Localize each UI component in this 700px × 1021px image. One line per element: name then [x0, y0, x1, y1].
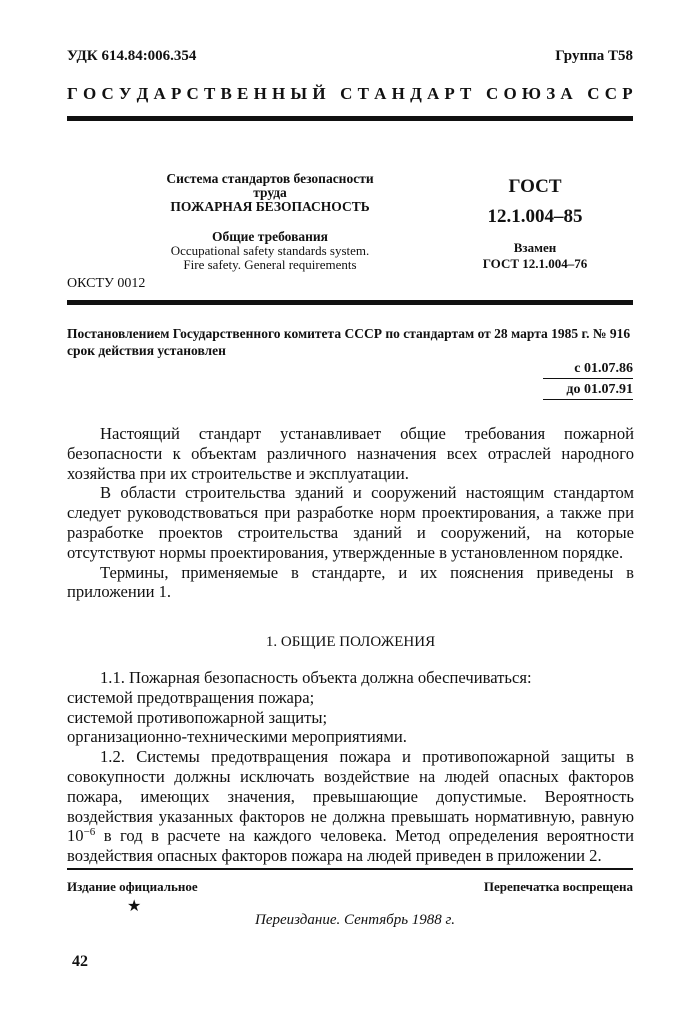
- title-letter: Н: [253, 84, 267, 103]
- section-1-body: [67, 668, 634, 866]
- star-icon: ★: [127, 898, 142, 915]
- title-letter: Н: [391, 84, 405, 103]
- section-1-heading: 1. ОБЩИЕ ПОЛОЖЕНИЯ: [265, 634, 436, 650]
- gost-number: 12.1.004–85: [487, 206, 583, 227]
- title-letter: Д: [410, 84, 422, 103]
- date-from: с 01.07.86: [543, 358, 633, 379]
- title-letter: С: [604, 84, 618, 103]
- udk-code: УДК 614.84:006.354: [67, 48, 197, 64]
- title-letter: Р: [170, 84, 182, 103]
- title-letter: В: [220, 84, 232, 103]
- replaces-number: ГОСТ 12.1.004–76: [482, 256, 588, 271]
- clause-1-1-item-3: организационно-техническими мероприятиями.: [67, 727, 407, 747]
- title-letter: У: [118, 84, 132, 103]
- title-letter: О: [503, 84, 517, 103]
- clause-1-1: 1.1. Пожарная безопасность объекта должна обеспечиваться:: [100, 668, 532, 687]
- english-line-2: Fire safety. General requirements: [183, 257, 357, 272]
- clause-1-2-exponent: −6: [83, 826, 96, 839]
- title-letter: Т: [460, 84, 472, 103]
- title-letter: О: [83, 84, 97, 103]
- page-number: 42: [72, 953, 88, 970]
- title-letter: [578, 84, 582, 104]
- title-letter: Г: [67, 84, 78, 103]
- reprint-prohibited-label: Перепечатка воспрещена: [483, 879, 633, 894]
- clause-1-2-part-1: 1.2. Системы предотвращения пожара и противопожарной защиты в совокупности должны исключать воздействие на людей опасных факторов пожара, имеющих значения, превышающие допустимые. Вероятность воздействия указанных факторов не должна превышать нормативную, равную 10: [67, 747, 634, 846]
- official-edition-label: Издание официальное: [67, 879, 198, 894]
- subject-title: ПОЖАРНАЯ БЕЗОПАСНОСТЬ: [170, 199, 370, 214]
- clause-1-1-item-1: системой предотвращения пожара;: [67, 687, 315, 707]
- title-letter: А: [426, 84, 440, 103]
- intro-paragraph-3: Термины, применяемые в стандарте, и их пояснения приведены в приложении 1.: [67, 562, 634, 602]
- clause-1-2-part-2: в год в расчете на каждого человека. Метод определения вероятности воздействия опасных факторов пожара на людей приведен в приложении 2.: [67, 826, 634, 866]
- state-standard-title: [67, 84, 633, 104]
- english-line-1: Occupational safety standards system.: [170, 243, 370, 258]
- title-letter: [331, 84, 335, 104]
- date-to: до 01.07.91: [543, 379, 633, 400]
- reissue-note: Переиздание. Сентябрь 1988 г.: [255, 912, 455, 928]
- title-letter: Т: [357, 84, 369, 103]
- title-letter: З: [546, 84, 556, 103]
- title-letter: А: [374, 84, 387, 103]
- okstu-code: ОКСТУ 0012: [67, 276, 146, 291]
- intro-paragraph-1: Настоящий стандарт устанавливает общие требования пожарной безопасности к объектам различного назначения всех отраслей народного хозяйства при их строительстве и эксплуатации.: [67, 424, 634, 483]
- intro-paragraph-2: В области строительства зданий и сооружений настоящим стандартом следует руководствоваться при разработке норм проектирования, а также при разработке проектов строительства зданий и сооружений, на которые отсутствуют нормы проектирования, утвержденные в установленном порядке.: [67, 483, 634, 562]
- subtitle: Общие требования: [212, 229, 328, 244]
- title-letter: Ю: [521, 84, 542, 103]
- title-letter: Ы: [290, 84, 308, 103]
- title-letter: С: [587, 84, 600, 103]
- title-letter: С: [101, 84, 114, 103]
- replaces-label: Взамен: [513, 240, 557, 255]
- middle-thick-rule: [67, 300, 633, 305]
- title-letter: Д: [136, 84, 149, 103]
- title-letter: Й: [312, 84, 326, 103]
- validity-dates: [543, 358, 633, 400]
- title-letter: А: [153, 84, 166, 103]
- title-letter: Р: [622, 84, 633, 103]
- clause-1-1-item-2: системой противопожарной защиты;: [67, 707, 328, 727]
- title-letter: С: [485, 84, 499, 103]
- top-thick-rule: [67, 116, 633, 121]
- decree-text: Постановлением Государственного комитета СССР по стандартам от 28 марта 1985 г. № 916 срок действия установлен: [67, 326, 631, 358]
- clause-1-2: [67, 747, 634, 866]
- footer-rule: [67, 868, 633, 870]
- system-line: Система стандартов безопасности труда: [166, 171, 374, 200]
- title-block: [150, 172, 390, 272]
- title-letter: [477, 84, 481, 104]
- title-letter: Р: [444, 84, 455, 103]
- gost-block: [470, 176, 600, 272]
- title-letter: А: [560, 84, 573, 103]
- group-code: Группа Т58: [555, 48, 633, 64]
- title-letter: Н: [272, 84, 286, 103]
- gost-label: ГОСТ: [508, 176, 562, 197]
- title-letter: Т: [203, 84, 216, 103]
- title-letter: Е: [237, 84, 249, 103]
- title-letter: С: [186, 84, 199, 103]
- title-letter: С: [340, 84, 353, 103]
- intro-body: [67, 424, 634, 602]
